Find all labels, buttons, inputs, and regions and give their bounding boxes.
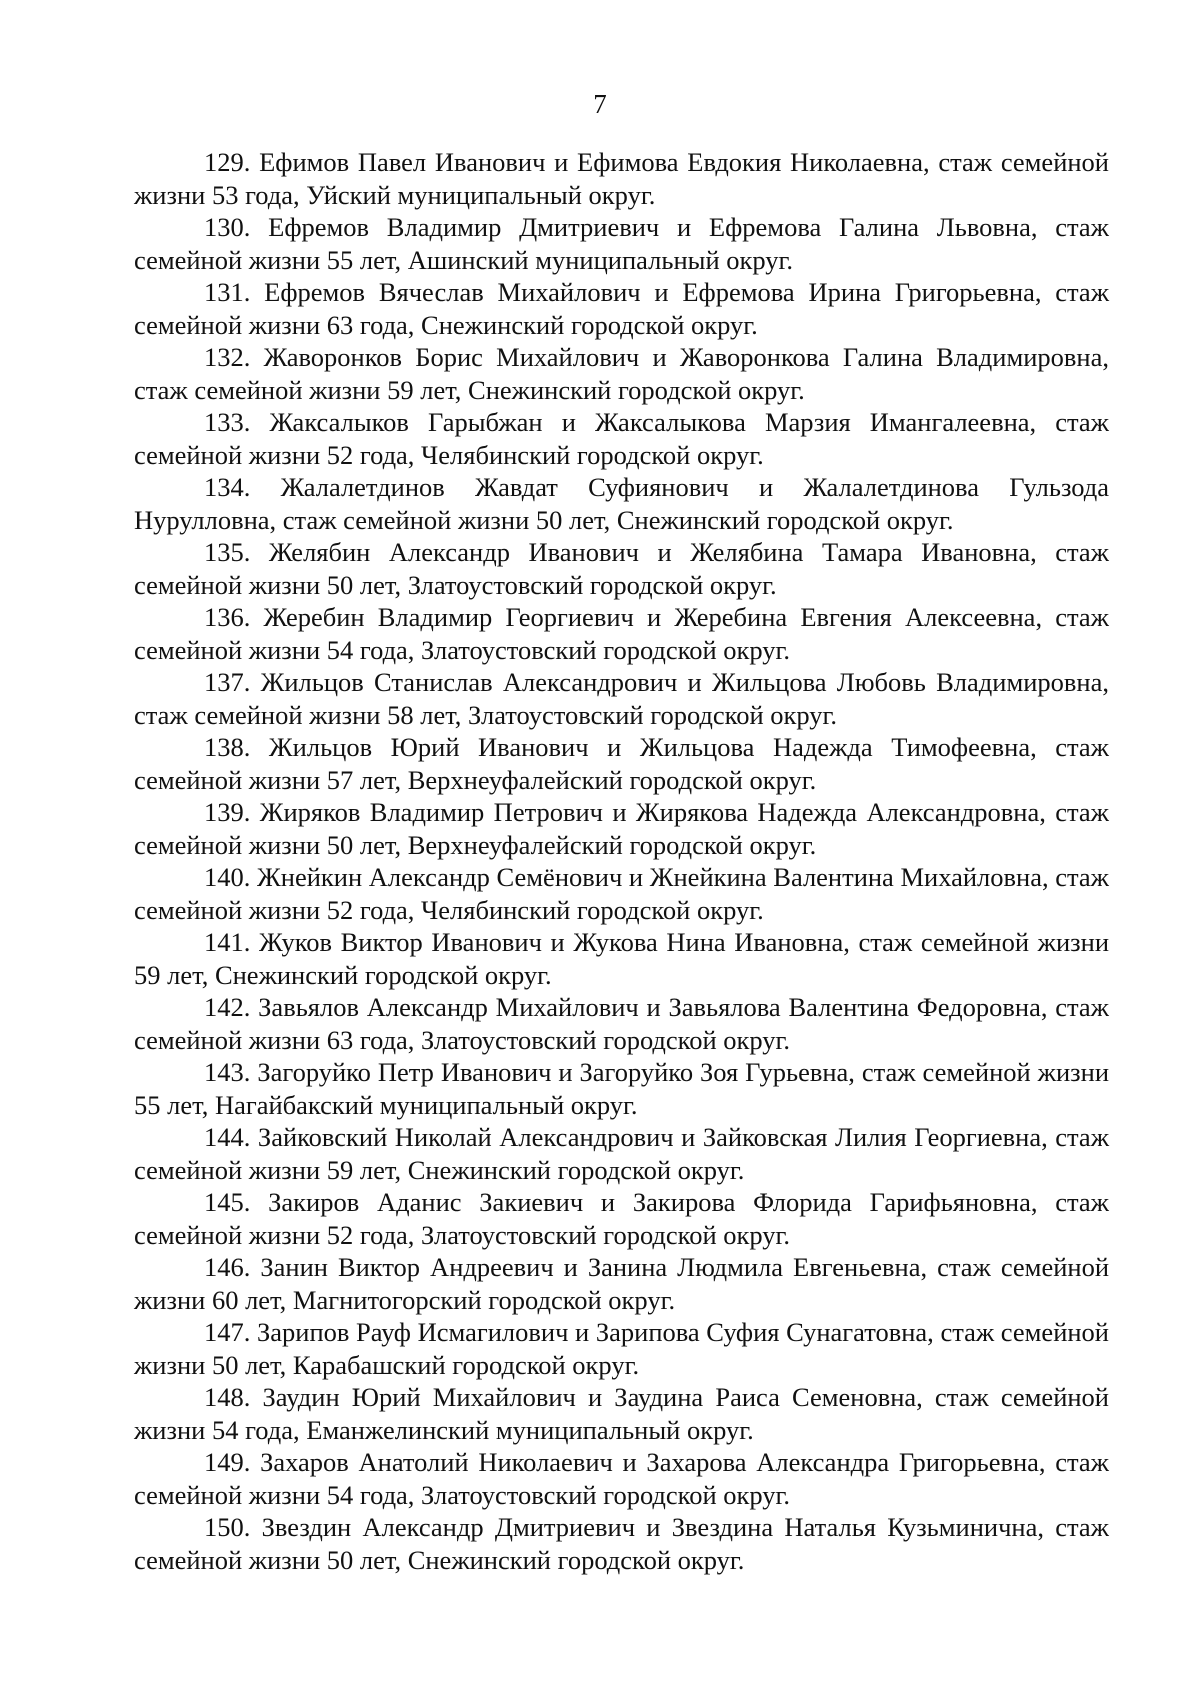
list-item: 141. Жуков Виктор Иванович и Жукова Нина Ивановна, стаж семейной жизни 59 лет, Снежинский городской округ. — [134, 927, 1109, 990]
list-item: 144. Зайковский Николай Александрович и Зайковская Лилия Георгиевна, стаж семейной жизни 59 лет, Снежинский городской округ. — [134, 1122, 1109, 1185]
list-item: 139. Жиряков Владимир Петрович и Жирякова Надежда Александровна, стаж семейной жизни 50 лет, Верхнеуфалейский городской округ. — [134, 797, 1109, 860]
list-item: 132. Жаворонков Борис Михайлович и Жаворонкова Галина Владимировна, стаж семейной жизни 59 лет, Снежинский городской округ. — [134, 342, 1109, 405]
list-item: 145. Закиров Аданис Закиевич и Закирова Флорида Гарифьяновна, стаж семейной жизни 52 года, Златоустовский городской округ. — [134, 1187, 1109, 1250]
list-item: 147. Зарипов Рауф Исмагилович и Зарипова Суфия Сунагатовна, стаж семейной жизни 50 лет, Карабашский городской округ. — [134, 1317, 1109, 1380]
list-item: 136. Жеребин Владимир Георгиевич и Жеребина Евгения Алексеевна, стаж семейной жизни 54 года, Златоустовский городской округ. — [134, 602, 1109, 665]
list-item: 140. Жнейкин Александр Семёнович и Жнейкина Валентина Михайловна, стаж семейной жизни 52 года, Челябинский городской округ. — [134, 862, 1109, 925]
list-item: 137. Жильцов Станислав Александрович и Жильцова Любовь Владимировна, стаж семейной жизни 58 лет, Златоустовский городской округ. — [134, 667, 1109, 730]
list-item: 131. Ефремов Вячеслав Михайлович и Ефремова Ирина Григорьевна, стаж семейной жизни 63 года, Снежинский городской округ. — [134, 277, 1109, 340]
list-item: 148. Заудин Юрий Михайлович и Заудина Раиса Семеновна, стаж семейной жизни 54 года, Еманжелинский муниципальный округ. — [134, 1382, 1109, 1445]
list-item: 135. Желябин Александр Иванович и Желябина Тамара Ивановна, стаж семейной жизни 50 лет, Златоустовский городской округ. — [134, 537, 1109, 600]
list-item: 129. Ефимов Павел Иванович и Ефимова Евдокия Николаевна, стаж семейной жизни 53 года, Уйский муниципальный округ. — [134, 147, 1109, 210]
list-item: 149. Захаров Анатолий Николаевич и Захарова Александра Григорьевна, стаж семейной жизни 54 года, Златоустовский городской округ. — [134, 1447, 1109, 1510]
list-item: 138. Жильцов Юрий Иванович и Жильцова Надежда Тимофеевна, стаж семейной жизни 57 лет, Верхнеуфалейский городской округ. — [134, 732, 1109, 795]
list-item: 130. Ефремов Владимир Дмитриевич и Ефремова Галина Львовна, стаж семейной жизни 55 лет, Ашинский муниципальный округ. — [134, 212, 1109, 275]
list-item: 142. Завьялов Александр Михайлович и Завьялова Валентина Федоровна, стаж семейной жизни 63 года, Златоустовский городской округ. — [134, 992, 1109, 1055]
list-item: 134. Жалалетдинов Жавдат Суфиянович и Жалалетдинова Гульзода Нурулловна, стаж семейной жизни 50 лет, Снежинский городской округ. — [134, 472, 1109, 535]
list-item: 150. Звездин Александр Дмитриевич и Звездина Наталья Кузьминична, стаж семейной жизни 50 лет, Снежинский городской округ. — [134, 1512, 1109, 1575]
list-item: 146. Занин Виктор Андреевич и Занина Людмила Евгеньевна, стаж семейной жизни 60 лет, Магнитогорский городской округ. — [134, 1252, 1109, 1315]
page-number: 7 — [593, 89, 607, 119]
list-item: 133. Жаксалыков Гарыбжан и Жаксалыкова Марзия Имангалеевна, стаж семейной жизни 52 года, Челябинский городской округ. — [134, 407, 1109, 470]
list-item: 143. Загоруйко Петр Иванович и Загоруйко Зоя Гурьевна, стаж семейной жизни 55 лет, Нагайбакский муниципальный округ. — [134, 1057, 1109, 1120]
entries-list — [134, 146, 1109, 1576]
